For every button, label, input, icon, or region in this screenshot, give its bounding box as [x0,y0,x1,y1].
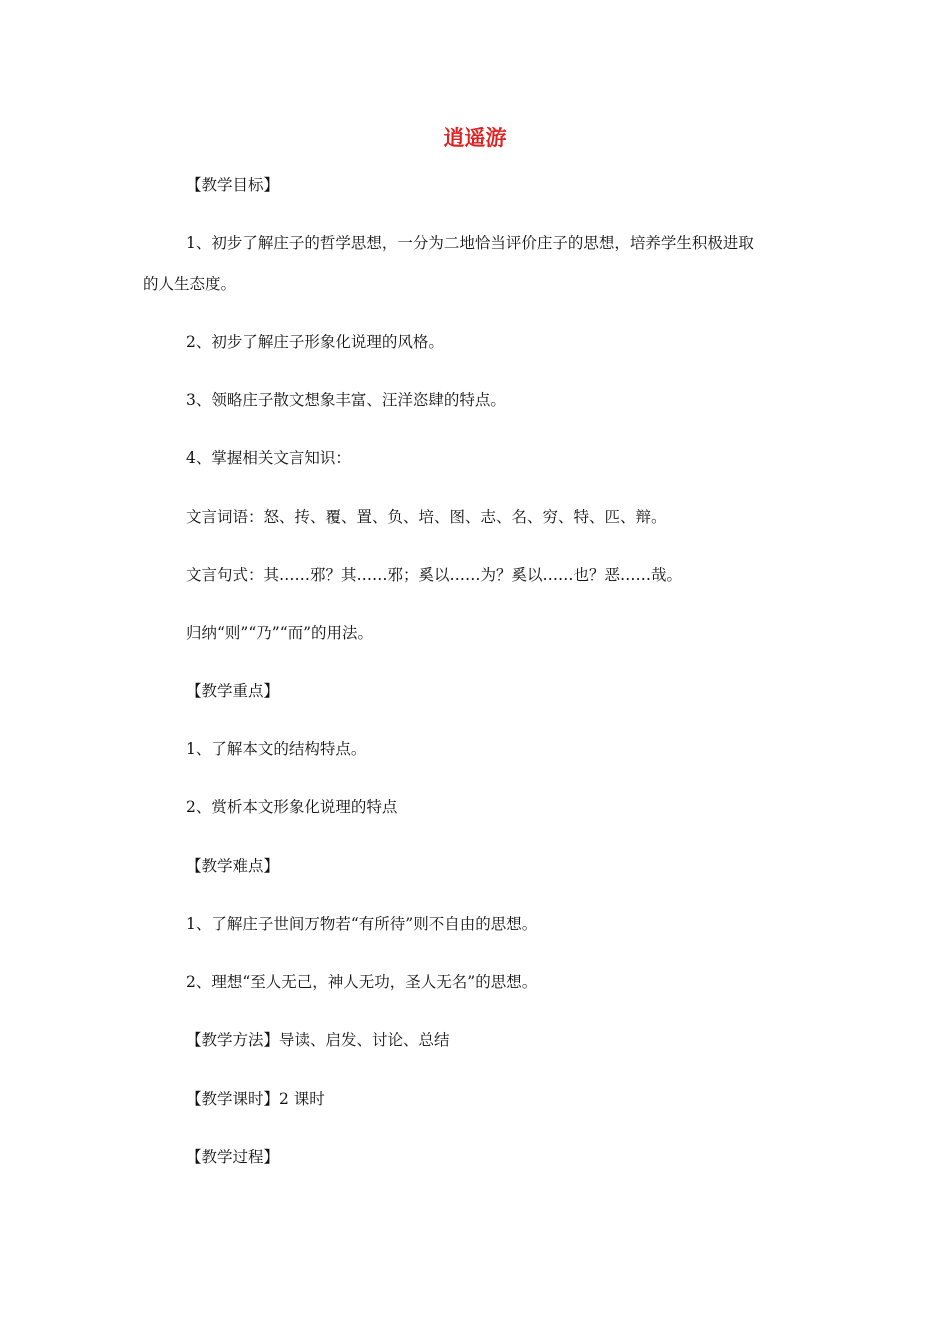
difficulty-2: 2、理想“至人无己，神人无功，圣人无名”的思想。 [186,973,538,991]
key-point-2: 2、赏析本文形象化说理的特点 [186,798,398,816]
key-point-1: 1、了解本文的结构特点。 [186,740,367,758]
heading-objectives: 【教学目标】 [186,176,280,194]
methods-line: 【教学方法】导读、启发、讨论、总结 [186,1031,450,1049]
objective-3: 3、领略庄子散文想象丰富、汪洋恣肆的特点。 [186,391,506,409]
sentence-patterns-line: 文言句式：其……邪？其……邪；奚以……为？奚以……也？恶……哉。 [186,566,683,584]
vocab-line: 文言词语：怒、抟、覆、置、负、培、图、志、名、穷、特、匹、辩。 [186,508,667,526]
heading-process: 【教学过程】 [186,1148,280,1166]
heading-difficulties: 【教学难点】 [186,857,280,875]
document-title: 逍遥游 [443,126,507,150]
summary-line: 归纳“则”“乃”“而”的用法。 [186,624,374,642]
heading-key-points: 【教学重点】 [186,682,280,700]
objective-1-line1: 1、初步了解庄子的哲学思想，一分为二地恰当评价庄子的思想，培养学生积极进取 [186,234,754,252]
objective-1-line2: 的人生态度。 [143,275,237,293]
hours-line: 【教学课时】2 课时 [186,1090,325,1108]
objective-4: 4、掌握相关文言知识： [186,449,351,467]
difficulty-1: 1、了解庄子世间万物若“有所待”则不自由的思想。 [186,915,538,933]
objective-2: 2、初步了解庄子形象化说理的风格。 [186,333,444,351]
